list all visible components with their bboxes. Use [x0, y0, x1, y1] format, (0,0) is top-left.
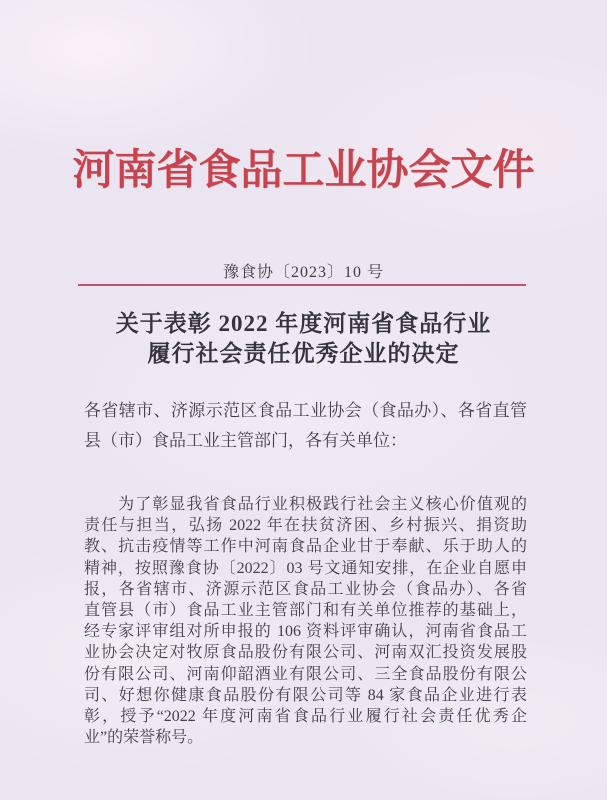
issuing-organization-title: 河南省食品工业协会文件: [72, 148, 535, 194]
document-body-paragraph: 为了彰显我省食品行业积极践行社会主义核心价值观的 责任与担当，弘扬 2022 年在扶贫济困、乡村振兴、捐资助 教、抗击疫情等工作中河南食品企业甘于奉献、乐于助人的 精神，按照豫食协〔2022〕03 号文通知安排，在企业自愿申 报，各省辖市、济源示范区食品工业协会（食品办）、各省 直管县（市）食品工业主管部门和有关单位推荐的基础上， 经专家评审组对所申报的 106 资料评审确认，河南省食品工 业协会决定对牧原食品股份有限公司、河南双汇投资发展股 份有限公司、河南仰韶酒业有限公司、三全食品股份有限公 司、好想你健康食品股份有限公司等 84 家食品企业进行表 彰，授予“2022 年度河南省食品行业履行社会责任优秀企 业”的荣誉称号。: [84, 496, 527, 747]
document-reference-number: 豫食协〔2023〕10 号: [222, 264, 384, 281]
addressee-paragraph: 各省辖市、济源示范区食品工业协会（食品办）、各省直管 县（市）食品工业主管部门，各有关单位：: [84, 401, 527, 450]
document-title: 关于表彰 2022 年度河南省食品行业 履行社会责任优秀企业的决定: [115, 311, 492, 366]
header-divider-line: [78, 284, 526, 286]
